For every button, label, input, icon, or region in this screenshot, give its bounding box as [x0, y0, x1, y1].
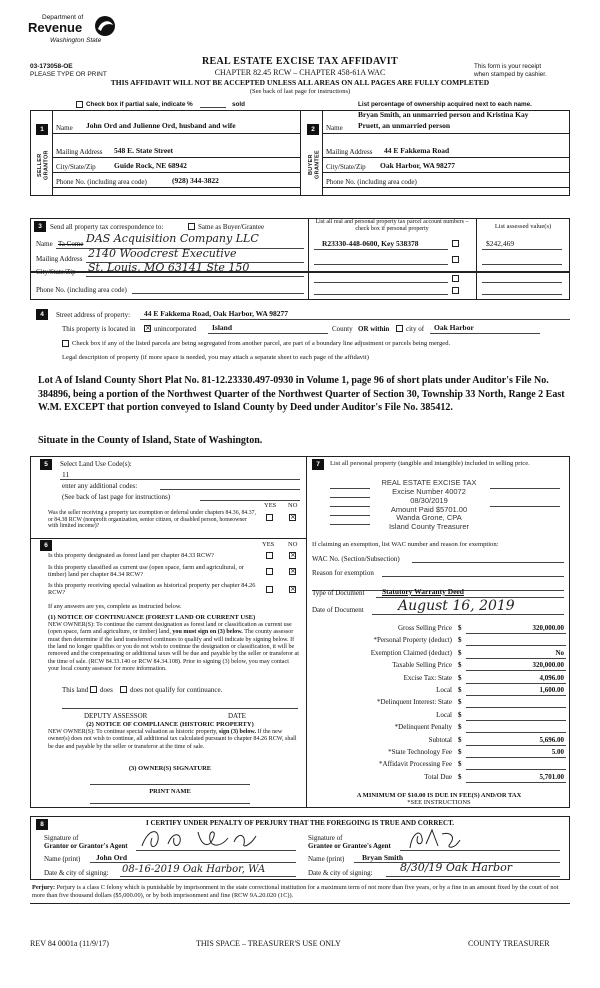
calc-line — [466, 633, 566, 634]
wac-label: WAC No. (Section/Subsection) — [312, 555, 400, 563]
calc-value[interactable]: 4,096.00 — [539, 673, 564, 682]
stamp-line-1: REAL ESTATE EXCISE TAX — [381, 478, 477, 487]
buyer-mailing-value[interactable]: 44 E Fakkema Road — [384, 146, 450, 155]
form-chapter: CHAPTER 82.45 RCW – CHAPTER 458-61A WAC — [214, 68, 386, 77]
buyer-grantee-label: BUYER GRANTEE — [308, 150, 321, 180]
buyer-city-value[interactable]: Oak Harbor, WA 98277 — [380, 161, 456, 170]
city-value[interactable]: Oak Harbor — [434, 323, 474, 332]
section-6-badge: 6 — [40, 540, 52, 551]
see-back-note: (See back of last page for instructions) — [249, 88, 351, 95]
historic-no[interactable]: × — [290, 585, 296, 593]
seller-city-label: City/State/Zip — [56, 163, 96, 171]
doc-date-value[interactable]: August 16, 2019 — [398, 598, 515, 614]
notice-2-body-b: sign (3) below. — [218, 729, 256, 735]
grantee-date-label: Date & city of signing: — [308, 869, 373, 877]
divider — [476, 272, 477, 300]
grantor-name-line — [90, 862, 296, 863]
land-use-see-back: (See back of last page for instructions) — [62, 493, 171, 501]
correspondence-name-value[interactable]: DAS Acquisition Company LLC — [86, 232, 259, 245]
deputy-assessor-line — [62, 708, 298, 709]
receipt-note-2: when stamped by cashier. — [474, 71, 547, 78]
reason-line-1[interactable] — [382, 576, 564, 577]
divider — [52, 157, 300, 158]
assessed-line-4 — [482, 294, 562, 295]
send-to-label: Send all property tax correspondence to: — [50, 223, 164, 231]
dollar-sign: $ — [458, 772, 462, 781]
calc-label: *State Technology Fee — [388, 748, 452, 756]
land-use-value[interactable]: 11 — [62, 470, 70, 479]
correspondence-city-label: City/State/Zip — [36, 268, 76, 276]
seller-phone-value[interactable]: (928) 344-3822 — [172, 176, 219, 185]
street-line — [140, 319, 570, 320]
calc-line — [466, 720, 566, 721]
calc-label: Exemption Claimed (deduct) — [370, 648, 452, 657]
historic-yes[interactable] — [266, 586, 273, 593]
personal-prop-line-4 — [330, 515, 370, 516]
dollar-sign: $ — [458, 636, 462, 645]
yes-header-5: YES — [264, 502, 277, 509]
calc-label: Total Due — [424, 772, 452, 781]
wac-line[interactable] — [412, 562, 564, 563]
grantee-sig-label-1: Signature of — [308, 834, 343, 842]
calc-line — [466, 645, 566, 646]
form-code: 03-173058-OE — [30, 63, 73, 70]
divider — [308, 218, 309, 272]
calc-label: *Delinquent Penalty — [394, 723, 452, 732]
section-1-badge: 1 — [36, 124, 48, 135]
if-yes-note: If any answers are yes, complete as instructed below. — [48, 603, 182, 610]
grantee-name-value[interactable]: Bryan Smith — [362, 853, 404, 862]
calc-label: *Delinquent Interest: State — [376, 698, 452, 707]
sold-label: sold — [232, 101, 245, 108]
grantor-sig-label-2: Grantor or Grantor's Agent — [44, 842, 128, 850]
correspondence-phone-line — [132, 293, 304, 294]
certify-statement: I CERTIFY UNDER PENALTY OF PERJURY THAT THE FOREGOING IS TRUE AND CORRECT. — [145, 819, 454, 827]
land-use-label: Select Land Use Code(s): — [60, 460, 132, 468]
stamp-line-6: Island County Treasurer — [388, 522, 470, 532]
parcel-line-3 — [314, 282, 448, 283]
notice-1-body-a: NEW OWNER(S): To continue the current designation as forest land or classification as current use (open space, farm and agriculture, or timber) land, — [48, 622, 292, 636]
parcel-personal-checkbox-3[interactable] — [452, 275, 459, 282]
calc-line — [466, 769, 566, 770]
rev-number: REV 84 0001a (11/9/17) — [30, 939, 109, 948]
parcel-header: List all real and personal property tax parcel account numbers – check box if personal property — [315, 219, 469, 232]
dollar-sign: $ — [458, 698, 462, 707]
logo-line-3: Washington State — [50, 37, 102, 44]
personal-prop-line-5 — [330, 524, 370, 525]
segregated-checkbox[interactable] — [62, 340, 69, 347]
parcel-personal-checkbox-2[interactable] — [452, 256, 459, 263]
calc-value[interactable]: 320,000.00 — [532, 661, 564, 670]
current-use-question: Is this property classified as current use (open space, farm and agricultural, or timber) land per chapter 84.34 RCW? — [48, 564, 244, 579]
buyer-name-value-1[interactable]: Bryan Smith, an unmarried person and Kristina Kay — [358, 110, 529, 119]
same-as-buyer-checkbox[interactable] — [188, 223, 195, 230]
parcel-line-1 — [314, 249, 448, 250]
calc-line — [466, 670, 566, 671]
perjury-label: Perjury: — [32, 884, 56, 891]
forest-yes[interactable] — [266, 552, 273, 559]
grantor-date-label: Date & city of signing: — [44, 869, 109, 877]
dollar-sign: $ — [458, 686, 462, 694]
calc-line — [466, 732, 566, 733]
county-line — [208, 333, 328, 334]
calc-label: Gross Selling Price — [397, 624, 452, 632]
calc-label: Excise Tax: State — [403, 673, 452, 682]
notice-1-body — [48, 622, 300, 673]
legal-desc-label: Legal description of property (if more space is needed, you may attach a separate sheet to each page of the affidavit) — [62, 354, 369, 361]
personal-prop-line-7 — [490, 506, 560, 507]
section-5-badge: 5 — [40, 459, 52, 470]
calc-value[interactable]: 5,696.00 — [539, 735, 564, 744]
stamp-line-5: Wanda Grone, CPA — [396, 513, 462, 523]
receipt-note-1: This form is your receipt — [474, 63, 542, 70]
divider — [30, 538, 306, 539]
section-8-badge: 8 — [36, 819, 48, 830]
ownership-note: List percentage of ownership acquired next to each name. — [358, 101, 532, 108]
stamp-line-3: 08/30/2019 — [410, 495, 448, 505]
same-as-buyer-label: Same as Buyer/Grantee — [198, 223, 265, 231]
logo-line-2: Revenue — [28, 20, 83, 35]
form-title: REAL ESTATE EXCISE TAX AFFIDAVIT — [202, 56, 398, 67]
parcel-line-2 — [314, 264, 448, 265]
correspondence-name-struck: Ta Come — [58, 240, 84, 248]
dollar-sign: $ — [458, 710, 462, 719]
assessed-line-2 — [482, 264, 562, 265]
divider — [52, 187, 300, 188]
grantor-signature-icon — [138, 826, 288, 852]
correspondence-mailing-label: Mailing Address — [36, 255, 83, 263]
buyer-name-label: Name — [326, 124, 343, 132]
calc-value[interactable]: 5.00 — [551, 748, 564, 756]
assessed-header: List assessed value(s) — [494, 223, 552, 230]
grantee-signature-icon — [404, 826, 464, 852]
forest-question: Is this property designated as forest land per chapter 84.33 RCW? — [48, 552, 214, 559]
calc-label: Taxable Selling Price — [392, 661, 452, 670]
grantor-sig-label-1: Signature of — [44, 834, 79, 842]
buyer-name-value-2[interactable]: Pruett, an unmarried person — [358, 121, 451, 130]
logo-line-1: Department of — [42, 14, 84, 21]
perjury-text: Perjury is a class C felony which is punishable by imprisonment in the state correctional institution for a maximum term of not more than five years, or by a fine in an amount fixed by the court of not more than five thousand dollars ($5,000.00), or by both imprisonment and fine (RCW 9A.20.020 (1C)). — [32, 884, 559, 899]
seller-exemption-question: Was the seller receiving a property tax exemption or deferral under chapters 84.36, 84.37, or 84.38 RCW (nonprofit organization, senior citizen, or disabled person, homeowner with limited income)? — [48, 510, 256, 530]
calc-value[interactable]: No — [555, 648, 564, 657]
print-name-line[interactable] — [90, 803, 250, 804]
calc-line — [466, 757, 566, 758]
seller-city-value[interactable]: Guide Rock, NE 68942 — [114, 161, 187, 170]
calc-label: Subtotal — [428, 735, 452, 744]
divider — [322, 187, 570, 188]
city-line — [430, 333, 540, 334]
grantor-name-value[interactable]: John Ord — [96, 853, 128, 862]
legal-description[interactable]: Lot A of Island County Short Plat No. 81-12.23330.497-0930 in Volume 1, page 96 of short plats under Auditor's File No. 384896, being a portion of the Northwest Quarter of the Northwest Quarter of Section 30, Township 33 North, Range 2 East W.M. EXCEPT that portion conveyed to Island County by Deed under Auditor's File No. 385412. — [38, 375, 565, 413]
calc-line — [466, 745, 566, 746]
calc-value[interactable]: 5,701.00 — [539, 772, 564, 781]
seller-name-value[interactable]: John Ord and Julienne Ord, husband and wife — [86, 121, 236, 130]
dollar-sign: $ — [458, 624, 462, 632]
exemption-question: If claiming an exemption, list WAC number and reason for exemption: — [312, 541, 499, 548]
calc-label: *Personal Property (deduct) — [373, 636, 452, 645]
divider — [322, 133, 570, 134]
notice-2-title: (2) NOTICE OF COMPLIANCE (HISTORIC PROPERTY) — [86, 721, 254, 728]
dor-logo — [28, 14, 128, 54]
section-4-badge: 4 — [36, 309, 48, 320]
divider — [308, 272, 309, 300]
current-use-no[interactable]: × — [290, 567, 296, 575]
notice-1-body-b: you must sign on (3) below. — [172, 629, 243, 636]
yes-header-6: YES — [262, 541, 275, 548]
located-in-label: This property is located in — [62, 325, 136, 333]
does-not-label: does not qualify for continuance. — [130, 686, 223, 694]
county-label: County — [332, 325, 353, 333]
seller-exemption-yes[interactable] — [266, 514, 273, 521]
forest-no[interactable]: × — [290, 551, 296, 559]
buyer-phone-label: Phone No. (including area code) — [326, 178, 417, 186]
correspondence-city-value[interactable]: St. Louis, MO 63141 Ste 150 — [88, 261, 250, 274]
no-header-6: NO — [288, 541, 298, 548]
perjury-note — [32, 884, 572, 900]
buyer-city-label: City/State/Zip — [326, 163, 366, 171]
calc-label: *Affidavit Processing Fee — [379, 760, 452, 769]
situate-text[interactable]: Situate in the County of Island, State of Washington. — [38, 435, 263, 446]
county-treasurer: COUNTY TREASURER — [468, 939, 550, 948]
seller-mailing-label: Mailing Address — [56, 148, 103, 156]
calc-line — [466, 683, 566, 684]
unincorporated-checkbox[interactable]: × — [145, 324, 151, 332]
current-use-yes[interactable] — [266, 568, 273, 575]
personal-prop-line-3 — [330, 506, 370, 507]
personal-prop-line-2 — [330, 497, 370, 498]
additional-codes-line — [160, 489, 300, 490]
divider — [322, 110, 323, 196]
calc-label: Local — [436, 686, 452, 694]
assessed-value[interactable]: $242,469 — [486, 239, 515, 248]
see-instructions: *SEE INSTRUCTIONS — [407, 799, 471, 806]
grantee-date-line — [386, 876, 560, 877]
section-3-badge: 3 — [34, 221, 46, 232]
notice-2-body-c: If the new owner(s) does not wish to continue, all additional tax calculated pursuant to chapter 84.26 RCW, shall be due and payable by the seller or transferor at the time of sale. — [48, 729, 297, 750]
dollar-sign: $ — [458, 673, 462, 682]
treasurer-use-only: THIS SPACE – TREASURER'S USE ONLY — [196, 939, 341, 948]
seller-grantor-label: SELLER GRANTOR — [37, 150, 50, 180]
assessed-line-1 — [482, 249, 562, 250]
deputy-date-label: DATE — [228, 712, 246, 720]
personal-prop-line-1 — [330, 488, 370, 489]
divider — [30, 903, 570, 904]
seller-exemption-no[interactable]: × — [290, 513, 296, 521]
seller-mailing-value[interactable]: 548 E. State Street — [114, 146, 174, 155]
personal-property-label: List all personal property (tangible and intangible) included in selling price. — [330, 460, 530, 467]
divider — [476, 218, 477, 272]
divider — [52, 133, 300, 134]
assessed-line-3 — [482, 282, 562, 283]
owner-signature-line[interactable] — [90, 784, 250, 785]
notice-2-body — [48, 729, 300, 751]
seller-name-label: Name — [56, 124, 73, 132]
logo-swirl-icon — [92, 15, 118, 37]
section-2-badge: 2 — [307, 124, 319, 135]
calc-value[interactable]: 1,600.00 — [539, 686, 564, 694]
notice-1-body-c: The county assessor must then determine if the land transferred continues to qualify and will indicate by signing below. If the land no longer qualifies or you do not wish to continue the designation or classification, it will be removed and the compensating or additional taxes will be due and payable by the seller or transferor at the time of sale. (RCW 84.33.140 or RCW 84.34.108). Prior to signing (3) below, you may contact your local county assessor for more information. — [48, 629, 299, 672]
parcel-personal-checkbox-4[interactable] — [452, 287, 459, 294]
calc-line — [466, 782, 566, 783]
no-header-5: NO — [288, 502, 298, 509]
calc-line — [466, 695, 566, 696]
doc-date-line — [372, 614, 564, 615]
seller-phone-label: Phone No. (including area code) — [56, 178, 147, 186]
calc-line — [466, 707, 566, 708]
see-back-line — [200, 500, 300, 501]
calc-line — [466, 658, 566, 659]
unincorporated-label: unincorporated — [154, 325, 197, 333]
grantee-date-value[interactable]: 8/30/19 Oak Harbor — [400, 861, 512, 874]
divider — [52, 172, 300, 173]
divider — [30, 218, 570, 219]
buyer-mailing-label: Mailing Address — [326, 148, 373, 156]
correspondence-name-label: Name — [36, 240, 53, 248]
street-label: Street address of property: — [56, 311, 131, 319]
additional-codes-label: enter any additional codes: — [62, 482, 138, 490]
calc-value[interactable]: 320,000.00 — [532, 624, 564, 632]
divider — [322, 172, 570, 173]
grantor-date-line — [120, 876, 296, 877]
notice-2-body-a: NEW OWNER(S): To continue special valuation as historic property, — [48, 729, 218, 735]
grantor-name-label: Name (print) — [44, 855, 81, 863]
this-land-label: This land — [62, 686, 89, 694]
divider — [300, 110, 301, 196]
personal-prop-line-6 — [490, 488, 560, 489]
dollar-sign: $ — [458, 661, 462, 670]
parcel-line-4 — [314, 294, 448, 295]
city-of-label: city of — [406, 325, 425, 333]
print-name-label: PRINT NAME — [149, 788, 191, 795]
city-of-checkbox[interactable] — [396, 325, 403, 332]
dollar-sign: $ — [458, 748, 462, 756]
dollar-sign: $ — [458, 735, 462, 744]
owner-signature-label: (3) OWNER(S) SIGNATURE — [128, 765, 212, 772]
section-7-badge: 7 — [312, 459, 324, 470]
doc-date-label: Date of Document — [312, 606, 364, 614]
stamp-line-4: Amount Paid $5701.00 — [390, 504, 468, 514]
partial-sale-percent-line[interactable] — [200, 107, 226, 108]
calc-label: Local — [436, 710, 452, 719]
notice-1-title: (1) NOTICE OF CONTINUANCE (FOREST LAND OR CURRENT USE) — [48, 614, 256, 621]
divider — [322, 157, 570, 158]
street-value[interactable]: 44 E Fakkema Road, Oak Harbor, WA 98277 — [144, 309, 288, 318]
please-type: PLEASE TYPE OR PRINT — [30, 71, 107, 78]
not-accepted-note: THIS AFFIDAVIT WILL NOT BE ACCEPTED UNLESS ALL AREAS ON ALL PAGES ARE FULLY COMPLETED — [110, 78, 490, 87]
grantee-sig-label-2: Grantee or Grantee's Agent — [308, 842, 391, 850]
correspondence-city-line — [86, 276, 304, 277]
does-checkbox[interactable] — [90, 686, 97, 693]
minimum-note: A MINIMUM OF $10.00 IS DUE IN FEE(S) AND/OR TAX — [356, 792, 522, 799]
doc-type-value[interactable]: Statutory Warranty Deed — [382, 587, 464, 596]
does-label: does — [100, 686, 113, 694]
dollar-sign: $ — [458, 648, 462, 657]
divider — [52, 110, 53, 196]
parcel-personal-checkbox-1[interactable] — [452, 240, 459, 247]
or-within-label: OR within — [358, 325, 390, 333]
county-value[interactable]: Island — [212, 323, 233, 332]
grantor-date-value[interactable]: 08-16-2019 Oak Harbor, WA — [122, 864, 266, 875]
does-not-checkbox[interactable] — [120, 686, 127, 693]
parcel-value[interactable]: R23330-448-0600, Key 538378 — [322, 239, 419, 248]
dollar-sign: $ — [458, 723, 462, 732]
deputy-assessor-label: DEPUTY ASSESSOR — [84, 712, 148, 720]
correspondence-mailing-value[interactable]: 2140 Woodcrest Executive — [88, 247, 237, 260]
land-use-line — [60, 479, 300, 480]
grantee-name-label: Name (print) — [308, 855, 345, 863]
doc-type-label: Type of Document — [312, 589, 365, 597]
partial-sale-label: Check box if partial sale, indicate % — [86, 101, 193, 108]
historic-question: Is this property receiving special valuation as historical property per chapter 84.26 RCW? — [48, 582, 256, 597]
correspondence-phone-label: Phone No. (including area code) — [36, 286, 127, 294]
dollar-sign: $ — [458, 760, 462, 769]
partial-sale-checkbox[interactable] — [76, 101, 83, 108]
stamp-line-2: Excise Number 40072 — [392, 486, 466, 496]
segregated-label: Check box if any of the listed parcels are being segregated from another parcel, are part of a boundary line adjustment or parcels being merged. — [72, 340, 451, 347]
reason-label: Reason for exemption — [312, 569, 374, 577]
